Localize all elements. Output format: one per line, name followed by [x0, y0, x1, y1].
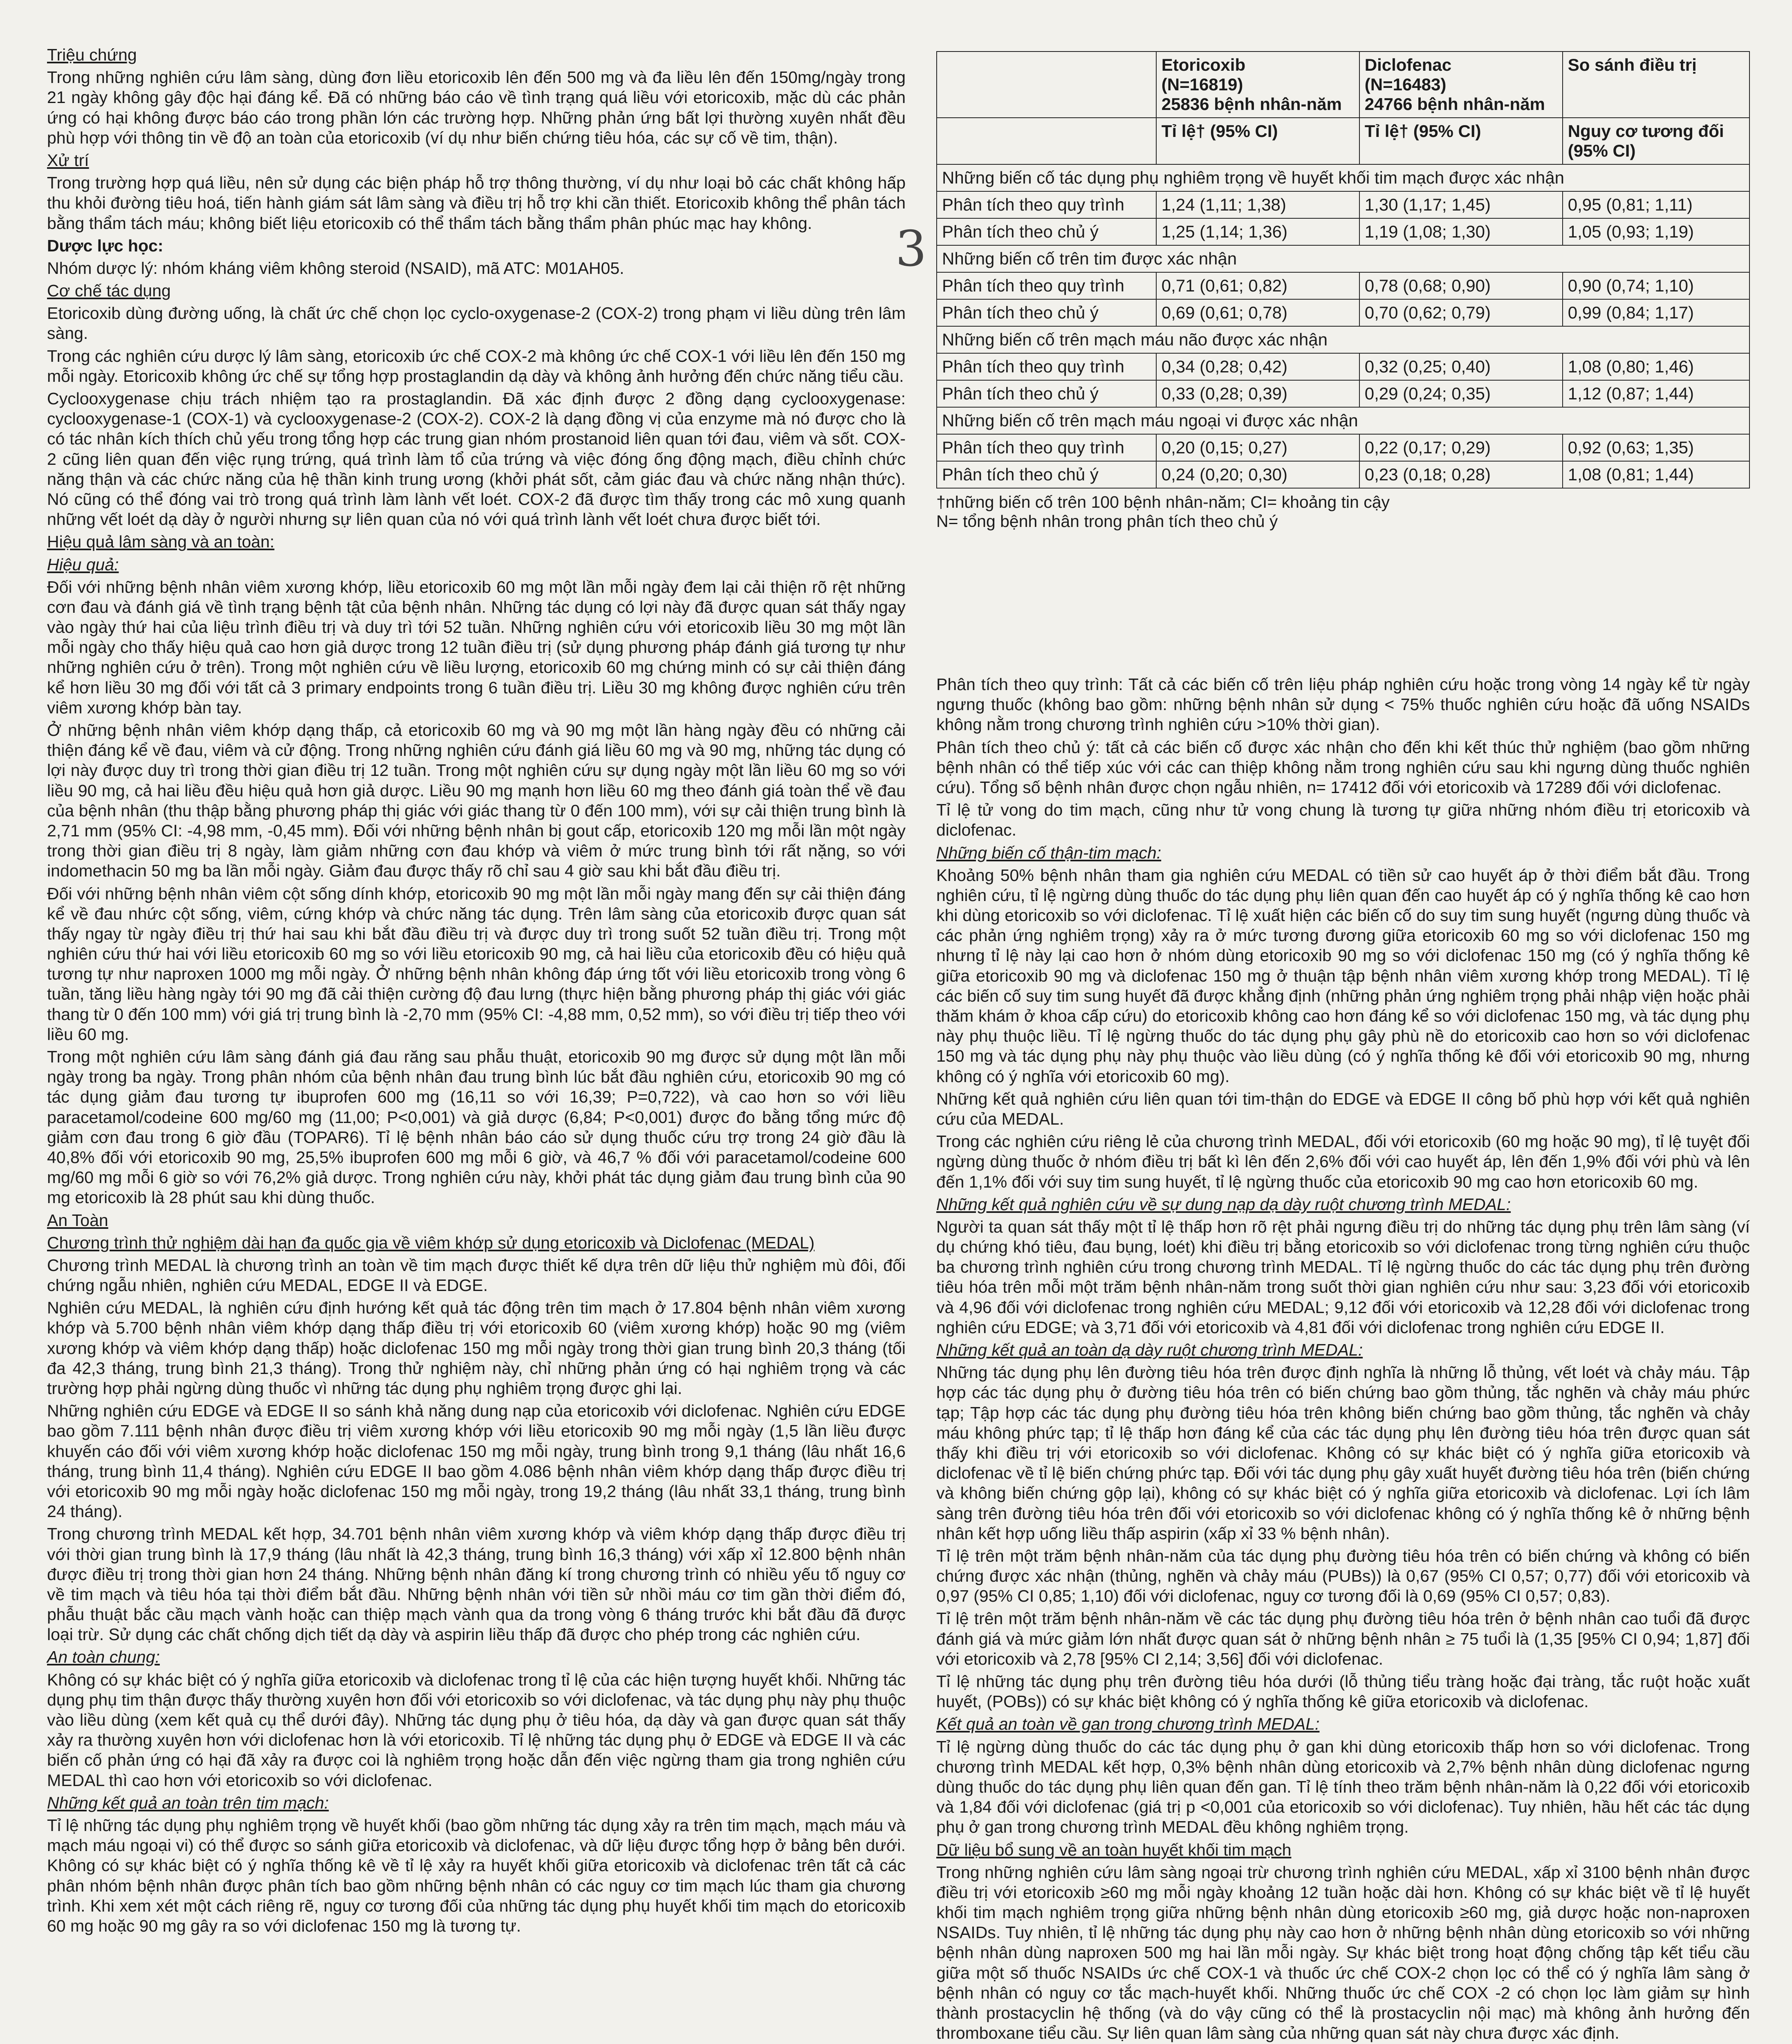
section-heading: An toàn chung: [47, 1647, 160, 1667]
paragraph: Trong các nghiên cứu dược lý lâm sàng, etoricoxib ức chế COX-2 mà không ức chế COX-1 với liều lên đến 150 mg mỗi ngày. Etoricoxib không ức chế sự tổng hợp prostaglandin dạ dày và không ảnh hưởng đến chức năng tiểu cầu. [47, 346, 906, 385]
table-subheader-rate-a: Tỉ lệ† (95% CI) [1156, 118, 1359, 164]
table-footnote-1: †những biến cố trên 100 bệnh nhân-năm; CI= khoảng tin cậy [936, 493, 1390, 511]
paragraph: Ở những bệnh nhân viêm khớp dạng thấp, cả etoricoxib 60 mg và 90 mg một lần hàng ngày đều có những cải thiện đáng kể về đau, viêm và cử động. Trong những nghiên cứu đánh giá liều 60 mg và 90 mg, những tác dụng có lợi này được duy trì trong thời gian điều trị 12 tuần. Trong một nghiên cứu sự dụng ngày một lần liều 60 mg so với liều 90 mg, cả hai liều đều hiệu quả hơn giả dược. Liều 90 mg mạnh hơn liều 60 mg theo đánh giá toàn thể về đau của bệnh nhân (thu thập bằng phương pháp thị giác với giác thang từ 0 đến 100 mm), với sự cải thiện trung bình là 2,71 mm (95% CI: -4,98 mm, -0,45 mm). Đối với những bệnh nhân bị gout cấp, etoricoxib 120 mg mỗi lần một ngày trong thời gian điều trị 8 ngày, làm giảm những cơn đau khớp và viêm ở mức trung bình tới rất nặng, so với indomethacin 50 mg ba lần mỗi ngày. Giảm đau được thấy rõ chỉ sau 4 giờ sau khi bắt đầu điều trị. [47, 721, 906, 881]
paragraph: Trong một nghiên cứu lâm sàng đánh giá đau răng sau phẫu thuật, etoricoxib 90 mg được sử dụng một lần mỗi ngày trong ba ngày. Trong phân nhóm của bệnh nhân đau trung bình lúc bắt đầu nghiên cứu, etoricoxib 90 mg có tác dụng giảm đau tương tự ibuprofen 600 mg (16,11 so với 16,39; P=0,722), và cao hơn so với liều paracetamol/codeine 600 mg/60 mg (11,00; P<0,001) và giả dược (6,84; P<0,001) được đo bằng tổng mức độ giảm cơn đau trong 6 giờ đầu (TOPAR6). Tỉ lệ bệnh nhân báo cáo sử dụng thuốc cứu trợ trong 24 giờ đầu là 40,8% đối với etoricoxib 90 mg, 25,5% ibuprofen 600 mg mỗi 6 giờ, và 46,7 % đối với paracetamol/codeine 600 mg/60 mg mỗi 6 giờ so với 76,2% giả dược. Trong nghiên cứu này, khởi phát tác dụng giảm đau trung bình của 90 mg etoricoxib là 28 phút sau khi dùng thuốc. [47, 1047, 906, 1207]
section-heading: Những biến cố thận-tim mạch: [936, 843, 1162, 862]
table-cell-c: 1,12 (0,87; 1,44) [1563, 380, 1749, 407]
table-subheader-rr: Nguy cơ tương đối (95% CI) [1563, 118, 1749, 164]
table-cell-c: 0,90 (0,74; 1,10) [1563, 272, 1749, 299]
paragraph: Nhóm dược lý: nhóm kháng viêm không steroid (NSAID), mã ATC: M01AH05. [47, 258, 624, 278]
paragraph: Chương trình MEDAL là chương trình an toàn về tim mạch được thiết kế dựa trên dữ liệu thử nghiệm mù đôi, đối chứng ngẫu nhiên, nghiên cứu MEDAL, EDGE II và EDGE. [47, 1255, 906, 1295]
paragraph: Tỉ lệ trên một trăm bệnh nhân-năm về các tác dụng phụ đường tiêu hóa trên ở bệnh nhân cao tuổi đã được đánh giá và mức giảm lớn nhất được quan sát ở những bệnh nhân ≥ 75 tuổi là (1,35 [95% CI 0,94; 1,87] đối với etoricoxib và 2,78 [95% CI 2,14; 3,56] đối với diclofenac. [936, 1609, 1750, 1668]
table-cell-label: Phân tích theo chủ ý [937, 461, 1156, 488]
paragraph: Trong trường hợp quá liều, nên sử dụng các biện pháp hỗ trợ thông thường, ví dụ như loại bỏ các chất không hấp thu khỏi đường tiêu hoá, tiến hành giám sát lâm sàng và điều trị hỗ trợ khi cần thiết. Etoricoxib không thể phân tách bằng thẩm tách máu; không biết liệu etoricoxib có thể thẩm tách bằng thẩm phân phúc mạc hay không. [47, 173, 906, 233]
paragraph: Không có sự khác biệt có ý nghĩa giữa etoricoxib và diclofenac trong tỉ lệ của các hiện tượng huyết khối. Những tác dụng phụ tim thận được thấy thường xuyên hơn đối với etoricoxib so với diclofenac, và tác dụng phụ này phụ thuộc vào liều dùng (xem kết quả cụ thể dưới đây). Những tác dụng phụ ở tiêu hóa, dạ dày và gan được quan sát thấy xảy ra thường xuyên hơn với diclofenac hơn là với etoricoxib. Tỉ lệ những tác dụng phụ ở EDGE và EDGE II và các biến cố phản ứng có hại đã xảy ra được coi là nghiêm trọng hoặc dẫn đến việc ngừng tham gia trong nghiên cứu MEDAL thì cao hơn với etoricoxib so với diclofenac. [47, 1670, 906, 1790]
table-cell-b: 1,19 (1,08; 1,30) [1359, 218, 1563, 245]
table-section-row [937, 245, 1749, 272]
table-header-etoricoxib: Etoricoxib (N=16819) 25836 bệnh nhân-năm [1156, 52, 1359, 118]
cv-events-table [936, 51, 1750, 489]
table-row [937, 218, 1749, 245]
table-cell-b: 0,29 (0,24; 0,35) [1359, 380, 1563, 407]
table-cell-b: 0,78 (0,68; 0,90) [1359, 272, 1563, 299]
paragraph: Đối với những bệnh nhân viêm cột sống dính khớp, etoricoxib 90 mg một lần mỗi ngày mang đến sự cải thiện đáng kể về đau nhức cột sống, viêm, cứng khớp và chức năng tác dụng. Trên lâm sàng của etoricoxib được quan sát thấy ngay từ ngày điều trị thứ hai sau khi bắt đầu điều trị và được duy trì trong suốt 52 tuần điều trị. Trong một nghiên cứu thứ hai với liều etoricoxib 60 mg so với liều etoricoxib 90 mg, cả hai liều của etoricoxib đều có hiệu quả tương tự như naproxen 1000 mg mỗi ngày. Ở những bệnh nhân không đáp ứng tốt với liều etoricoxib trong vòng 6 tuần, tăng liều hàng ngày tới 90 mg đã cải thiện cường độ đau lưng (thực hiện bằng phương pháp thị giác với giác thang từ 0 đến 100 mm) với giá trị trung bình là -2,70 mm (95% CI: -4,88 mm, 0,52 mm), so với điều trị tiếp theo với liều 60 mg. [47, 884, 906, 1044]
table-row [937, 299, 1749, 326]
left-column [47, 45, 906, 1939]
paragraph: Khoảng 50% bệnh nhân tham gia nghiên cứu MEDAL có tiền sử cao huyết áp ở thời điểm bắt đầu. Trong nghiên cứu, tỉ lệ ngừng dùng thuốc do tác dụng phụ liên quan đến cao huyết áp có ý nghĩa thống kê cao hơn khi dùng etoricoxib so với diclofenac. Tỉ lệ xuất hiện các biến cố do suy tim sung huyết (ngưng dùng thuốc và các phản ứng nghiêm trọng) xảy ra ở mức tương đương giữa etoricoxib 60 mg so với diclofenac 150 mg nhưng tỉ lệ này lại cao hơn ở nhóm dùng etoricoxib 90 mg so với diclofenac 150 mg (có ý nghĩa thống kê giữa etoricoxib 90 mg và diclofenac 150 mg ở thuận tập bệnh nhân viêm xương khớp trong MEDAL). Tỉ lệ các biến cố suy tim sung huyết đã được khẳng định (những phản ứng nghiêm trọng phải nhập viện hoặc phải thăm khám ở khoa cấp cứu) do etoricoxib không cao hơn đáng kể so với diclofenac 150 mg, và tác dụng phụ này phụ thuộc liều. Tỉ lệ ngừng thuốc do tác dụng phụ gây phù nề do etoricoxib cao hơn so với diclofenac 150 mg và tác dụng phụ này phụ thuộc vào liều dùng (có ý nghĩa thống kê đối với etoricoxib 90 mg, nhưng không có ý nghĩa với etoricoxib 60 mg). [936, 865, 1750, 1086]
table-cell-label: Phân tích theo chủ ý [937, 218, 1156, 245]
paragraph: Người ta quan sát thấy một tỉ lệ thấp hơn rõ rệt phải ngưng điều trị do những tác dụng phụ trên lâm sàng (ví dụ chứng khó tiêu, đau bụng, loét) khi điều trị bằng etoricoxib so với diclofenac trong từng nghiên cứu thuộc ba chương trình nghiên cứu trong chương trình MEDAL. Tỉ lệ ngừng thuốc do các tác dụng phụ trên đường tiêu hóa trên mỗi một trăm bệnh nhân-năm trong suốt thời gian nghiên cứu như sau: 3,23 đối với etoricoxib và 4,96 đối với diclofenac trong nghiên cứu MEDAL; 9,12 đối với etoricoxib và 12,28 đối với diclofenac trong nghiên cứu EDGE; và 3,71 đối với etoricoxib và 4,81 đối với diclofenac trong nghiên cứu EDGE II. [936, 1217, 1750, 1337]
paragraph: Trong chương trình MEDAL kết hợp, 34.701 bệnh nhân viêm xương khớp và viêm khớp dạng thấp được điều trị với thời gian trung bình là 17,9 tháng (lâu nhất là 42,3 tháng, trung bình 16,3 tháng) với xấp xỉ 12.800 bệnh nhân được điều trị trong thời gian hơn 24 tháng. Những bệnh nhân đăng kí trong chương trình có nhiều yếu tố nguy cơ về tim mạch và tiêu hóa tại thời điểm bắt đầu. Những bệnh nhân với tiền sử nhồi máu cơ tim gần thời điểm đó, phẫu thuật bắc cầu mạch vành hoặc can thiệp mạch vành qua da trong vòng 6 tháng trước khi bắt đầu đã được loại trừ. Sử dụng các chất chống dịch tiết dạ dày và aspirin liều thấp đã được cho phép trong các nghiên cứu. [47, 1524, 906, 1644]
paragraph: Tỉ lệ những tác dụng phụ nghiêm trọng về huyết khối (bao gồm những tác dụng xảy ra trên tim mạch, mạch máu và mạch máu ngoại vi) có thể được so sánh giữa etoricoxib và diclofenac, và dữ liệu được tổng hợp ở bảng bên dưới. Không có sự khác biệt có ý nghĩa thống kê về tỉ lệ xảy ra huyết khối giữa etoricoxib và diclofenac trên tất cả các phân nhóm bệnh nhân được phân tích bao gồm những bệnh nhân có các nguy cơ tim mạch lúc tham gia chương trình. Khi xem xét một cách riêng rẽ, nguy cơ tương đối của những tác dụng phụ huyết khối tim mạch do etoricoxib 60 mg hoặc 90 mg gây ra so với diclofenac 150 mg là tương tự. [47, 1815, 906, 1935]
paragraph: Tỉ lệ ngừng dùng thuốc do các tác dụng phụ ở gan khi dùng etoricoxib thấp hơn so với diclofenac. Trong chương trình MEDAL kết hợp, 0,3% bệnh nhân dùng etoricoxib và 2,7% bệnh nhân dùng diclofenac ngưng dùng thuốc do tác dụng phụ liên quan đến gan. Tỉ lệ tính theo trăm bệnh nhân-năm là 0,22 đối với etoricoxib và 1,84 đối với diclofenac (giá trị p <0,001 của etoricoxib so với diclofenac). Tuy nhiên, hầu hết các tác dụng phụ ở gan trong chương trình MEDAL đều không nghiêm trọng. [936, 1737, 1750, 1837]
handwritten-mark: 3 [895, 221, 927, 278]
table-cell-c: 0,99 (0,84; 1,17) [1563, 299, 1749, 326]
paragraph: Tỉ lệ tử vong do tim mạch, cũng như tử vong chung là tương tự giữa những nhóm điều trị etoricoxib và diclofenac. [936, 800, 1750, 840]
table-row [937, 461, 1749, 488]
table-section-row [937, 164, 1749, 191]
section-heading: Chương trình thử nghiệm dài hạn đa quốc gia về viêm khớp sử dụng etoricoxib và Diclofenac (MEDAL) [47, 1233, 815, 1252]
table-footnote-2: N= tổng bệnh nhân trong phân tích theo chủ ý [936, 512, 1278, 531]
section-heading: Kết quả an toàn về gan trong chương trình MEDAL: [936, 1715, 1320, 1734]
section-heading: Những kết quả an toàn trên tim mạch: [47, 1793, 329, 1812]
table-cell-c: 1,08 (0,80; 1,46) [1563, 353, 1749, 380]
table-header-comparison: So sánh điều trị [1563, 52, 1749, 118]
table-subheader-blank [937, 118, 1156, 164]
table-cell-label: Phân tích theo chủ ý [937, 380, 1156, 407]
table-cell-a: 0,33 (0,28; 0,39) [1156, 380, 1359, 407]
paragraph: Trong các nghiên cứu riêng lẻ của chương trình MEDAL, đối với etoricoxib (60 mg hoặc 90 mg), tỉ lệ tuyệt đối ngừng dùng thuốc ở nhóm điều trị bất kì lên đến 2,6% đối với cao huyết áp, lên đến 1,9% đối với phù và lên đến 1,1% đối với suy tim sung huyết, tỉ lệ ngừng thuốc của etoricoxib 90 mg cao hơn etoricoxib 60 mg. [936, 1132, 1750, 1191]
table-cell-a: 0,20 (0,15; 0,27) [1156, 434, 1359, 461]
paragraph: Trong những nghiên cứu lâm sàng ngoại trừ chương trình nghiên cứu MEDAL, xấp xỉ 3100 bệnh nhân được điều trị với etoricoxib ≥60 mg mỗi ngày khoảng 12 tuần hoặc dài hơn. Không có sự khác biệt về tỉ lệ huyết khối tim mạch nghiêm trọng giữa những bệnh nhân dùng etoricoxib ≥60 mg, giả dược hoặc non-naproxen NSAIDs. Tuy nhiên, tỉ lệ những tác dụng phụ này cao hơn ở những bệnh nhân dùng etoricoxib so với những bệnh nhân dùng naproxen 500 mg hai lần mỗi ngày. Sự khác biệt trong hoạt động chống tập kết tiểu cầu giữa một số thuốc NSAIDs ức chế COX-1 và thuốc ức chế COX-2 chọn lọc có thể có ý nghĩa lâm sàng ở bệnh nhân có nguy cơ tắc mạch-huyết khối. Những thuốc ức chế COX -2 có chọn lọc làm giảm sự hình thành prostacyclin hệ thống (và do vậy cũng có thể là prostacyclin nội mạc) mà không ảnh hưởng đến thromboxane tiểu cầu. Sự liên quan lâm sàng của những quan sát này chưa được xác định. [936, 1862, 1750, 2043]
paragraph: Những nghiên cứu EDGE và EDGE II so sánh khả năng dung nạp của etoricoxib với diclofenac. Nghiên cứu EDGE bao gồm 7.111 bệnh nhân được điều trị viêm xương khớp với liều etoricoxib 90 mg mỗi ngày (1,5 lần liều được khuyến cáo đối với viêm xương khớp hoặc diclofenac 150 mg mỗi ngày, trung bình trong 9,1 tháng (lâu nhất 16,6 tháng, trung bình 11,4 tháng). Nghiên cứu EDGE II bao gồm 4.086 bệnh nhân viêm khớp dạng thấp được điều trị với etoricoxib 90 mg mỗi ngày hoặc diclofenac 150 mg mỗi ngày, trong 19,2 tháng (lâu nhất 33,1 tháng, trung bình 24 tháng). [47, 1401, 906, 1521]
cv-events-table-wrap [936, 51, 1750, 531]
table-subheader-rate-b: Tỉ lệ† (95% CI) [1359, 118, 1563, 164]
table-cell-label: Phân tích theo quy trình [937, 272, 1156, 299]
table-cell-a: 1,24 (1,11; 1,38) [1156, 191, 1359, 218]
paragraph: Những kết quả nghiên cứu liên quan tới tim-thận do EDGE và EDGE II công bố phù hợp với kết quả nghiên cứu của MEDAL. [936, 1089, 1750, 1128]
paragraph: Những tác dụng phụ lên đường tiêu hóa trên được định nghĩa là những lỗ thủng, vết loét và chảy máu. Tập hợp các tác dụng phụ ở đường tiêu hóa trên có biến chứng bao gồm thủng, tắc nghẽn và chảy máu phức tạp; Tập hợp các tác dụng phụ đường tiêu hóa trên không biến chứng bao gồm thủng, tắc nghẽn và chảy máu không phức tạp; tỉ lệ thấp hơn đáng kể của các tác dụng phụ lên đường tiêu hóa trên được quan sát thấy khi điều trị với etoricoxib so với diclofenac. Không có sự khác biệt có ý nghĩa giữa etoricoxib và diclofenac về tỉ lệ biến chứng phức tạp. Đối với tác dụng phụ gây xuất huyết đường tiêu hóa trên (biến chứng và không biến chứng gộp lại), không có sự khác biệt có ý nghĩa giữa etoricoxib và diclofenac. Lợi ích lâm sàng trên đường tiêu hóa trên đối với etoricoxib so với diclofenac không có ý nghĩa thống kê ở những bệnh nhân kết hợp uống liều thấp aspirin (xấp xỉ 33 % bệnh nhân). [936, 1363, 1750, 1543]
table-row [937, 272, 1749, 299]
table-body [937, 164, 1749, 488]
paragraph: Tỉ lệ trên một trăm bệnh nhân-năm của tác dụng phụ đường tiêu hóa trên có biến chứng và không có biến chứng được xác nhận (thủng, nghẽn và chảy máu (PUBs)) là 0,67 (95% CI 0,57; 0,77) đối với etoricoxib và 0,97 (95% CI 0,85; 1,10) đối với diclofenac, nguy cơ tương đối là 0,69 (95% CI 0,57; 0,83). [936, 1546, 1750, 1606]
section-heading: Xử trí [47, 150, 89, 170]
table-cell-label: Phân tích theo quy trình [937, 353, 1156, 380]
paragraph: Nghiên cứu MEDAL, là nghiên cứu định hướng kết quả tác động trên tim mạch ở 17.804 bệnh nhân viêm xương khớp và 5.700 bệnh nhân viêm khớp dạng thấp điều trị với etoricoxib 60 (viêm xương khớp) hoặc 90 mg (viêm xương khớp và viêm khớp dạng thấp) hoặc diclofenac 150 mg mỗi ngày trong thời gian trung bình 20,3 tháng (tối đa 42,3 tháng, trung bình 21,3 tháng). Trong thử nghiệm này, chỉ những phản ứng có hại nghiêm trọng và các trường hợp phải ngừng dùng thuốc vì những tác dụng phụ nghiêm trọng được ghi lại. [47, 1298, 906, 1398]
right-column [936, 675, 1750, 2044]
section-heading: An Toàn [47, 1210, 108, 1230]
table-cell-a: 0,69 (0,61; 0,78) [1156, 299, 1359, 326]
table-cell-c: 1,08 (0,81; 1,44) [1563, 461, 1749, 488]
section-heading: Hiệu quả lâm sàng và an toàn: [47, 532, 275, 551]
section-heading: Triệu chứng [47, 45, 137, 64]
table-cell-label: Phân tích theo chủ ý [937, 299, 1156, 326]
table-subheader-row [937, 118, 1749, 164]
table-header-blank [937, 52, 1156, 118]
table-section-title: Những biến cố trên mạch máu ngoại vi được xác nhận [937, 407, 1749, 434]
paragraph: Cyclooxygenase chịu trách nhiệm tạo ra prostaglandin. Đã xác định được 2 đồng dạng cyclooxygenase: cyclooxygenase-1 (COX-1) và cyclooxygenase-2 (COX-2). COX-2 là dạng đồng vị của enzyme mà nó được cho là có tác nhân kích thích chủ yếu trong tổng hợp các trung gian nhóm prostanoid liên quan tới đau, viêm và sốt. COX-2 cũng liên quan đến việc rụng trứng, quá trình làm tổ của trứng và việc đóng ống động mạch, điều chỉnh chức năng thận và các chức năng của hệ thần kinh trung ương (khởi phát sốt, cảm giác đau và chức năng nhận thức). Nó cũng có thể đóng vai trò trong quá trình làm lành vết loét. COX-2 đã được tìm thấy trong các mô xung quanh những vết loét dạ dày ở người nhưng sự liên quan của nó với quá trình lành vết loét chưa được biết tới. [47, 389, 906, 529]
table-section-title: Những biến cố trên mạch máu não được xác nhận [937, 326, 1749, 353]
table-row [937, 353, 1749, 380]
table-cell-b: 0,70 (0,62; 0,79) [1359, 299, 1563, 326]
table-row [937, 434, 1749, 461]
paragraph: Trong những nghiên cứu lâm sàng, dùng đơn liều etoricoxib lên đến 500 mg và đa liều lên đến 150mg/ngày trong 21 ngày không gây độc hại đáng kể. Đã có những báo cáo về tình trạng quá liều với etoricoxib, mặc dù các phản ứng có hại không được báo cáo trong phần lớn các trường hợp. Những phản ứng bất lợi thường xuyên nhất đều phù hợp với thông tin về độ an toàn của etoricoxib (ví dụ như biến chứng tiêu hóa, các sự cố về tim, thận). [47, 68, 906, 147]
section-heading: Cơ chế tác dụng [47, 281, 171, 300]
table-row [937, 380, 1749, 407]
paragraph: Phân tích theo quy trình: Tất cả các biến cố trên liệu pháp nghiên cứu hoặc trong vòng 14 ngày kể từ ngày ngưng thuốc (không bao gồm: những bệnh nhân sử dụng < 75% thuốc nghiên cứu hoặc đã uống NSAIDs không nằm trong chương trình nghiên cứu >10% thời gian). [936, 675, 1750, 734]
table-cell-b: 0,23 (0,18; 0,28) [1359, 461, 1563, 488]
table-cell-b: 1,30 (1,17; 1,45) [1359, 191, 1563, 218]
table-cell-b: 0,22 (0,17; 0,29) [1359, 434, 1563, 461]
table-cell-c: 0,95 (0,81; 1,11) [1563, 191, 1749, 218]
section-heading: Những kết quả an toàn dạ dày ruột chương trình MEDAL: [936, 1340, 1363, 1359]
table-section-row [937, 326, 1749, 353]
table-section-row [937, 407, 1749, 434]
paragraph: Đối với những bệnh nhân viêm xương khớp, liều etoricoxib 60 mg một lần mỗi ngày đem lại cải thiện rõ rệt những cơn đau và đánh giá về tình trạng bệnh tật của bệnh nhân. Những tác dụng có lợi này đã được quan sát thấy ngay vào ngày thứ hai của liệu trình điều trị và duy trì tới 52 tuần. Những nghiên cứu với etoricoxib liều 30 mg một lần mỗi ngày cho thấy hiệu quả cao hơn giả dược trong 12 tuần điều trị (sử dụng phương pháp đánh giá tương tự như những nghiên cứu ở trên). Trong một nghiên cứu về liều lượng, etoricoxib 60 mg chứng minh có sự cải thiện đáng kể hơn liều 30 mg đối với tất cả 3 primary endpoints trong 6 tuần điều trị. Liều 30 mg không được nghiên cứu trên viêm xương khớp bàn tay. [47, 577, 906, 717]
section-heading: Dược lực học: [47, 236, 164, 255]
table-section-title: Những biến cố trên tim được xác nhận [937, 245, 1749, 272]
section-heading: Hiệu quả: [47, 555, 119, 574]
section-heading: Dữ liệu bổ sung về an toàn huyết khối tim mạch [936, 1840, 1292, 1859]
table-cell-c: 1,05 (0,93; 1,19) [1563, 218, 1749, 245]
table-cell-a: 0,24 (0,20; 0,30) [1156, 461, 1359, 488]
table-row [937, 191, 1749, 218]
paragraph: Tỉ lệ những tác dụng phụ trên đường tiêu hóa dưới (lỗ thủng tiểu tràng hoặc đại tràng, tắc ruột hoặc xuất huyết, (POBs)) có sự khác biệt không có ý nghĩa thống kê giữa etoricoxib và diclofenac. [936, 1672, 1750, 1711]
table-cell-label: Phân tích theo quy trình [937, 434, 1156, 461]
table-cell-c: 0,92 (0,63; 1,35) [1563, 434, 1749, 461]
paragraph: Etoricoxib dùng đường uống, là chất ức chế chọn lọc cyclo-oxygenase-2 (COX-2) trong phạm vi liều dùng trên lâm sàng. [47, 304, 906, 343]
table-cell-a: 1,25 (1,14; 1,36) [1156, 218, 1359, 245]
table-header-diclofenac: Diclofenac (N=16483) 24766 bệnh nhân-năm [1359, 52, 1563, 118]
paragraph: Phân tích theo chủ ý: tất cả các biến cố được xác nhận cho đến khi kết thúc thử nghiệm (bao gồm những bệnh nhân có thể tiếp xúc với các can thiệp không nằm trong nghiên cứu sau khi ngưng dùng thuốc nghiên cứu). Tổng số bệnh nhân được chọn ngẫu nhiên, n= 17412 đối với etoricoxib và 17289 đối với diclofenac. [936, 737, 1750, 797]
table-cell-b: 0,32 (0,25; 0,40) [1359, 353, 1563, 380]
table-cell-a: 0,34 (0,28; 0,42) [1156, 353, 1359, 380]
table-header-row [937, 52, 1749, 118]
table-cell-label: Phân tích theo quy trình [937, 191, 1156, 218]
section-heading: Những kết quả nghiên cứu về sự dung nạp dạ dày ruột chương trình MEDAL: [936, 1195, 1511, 1214]
table-section-title: Những biến cố tác dụng phụ nghiêm trọng về huyết khối tim mạch được xác nhận [937, 164, 1749, 191]
table-cell-a: 0,71 (0,61; 0,82) [1156, 272, 1359, 299]
